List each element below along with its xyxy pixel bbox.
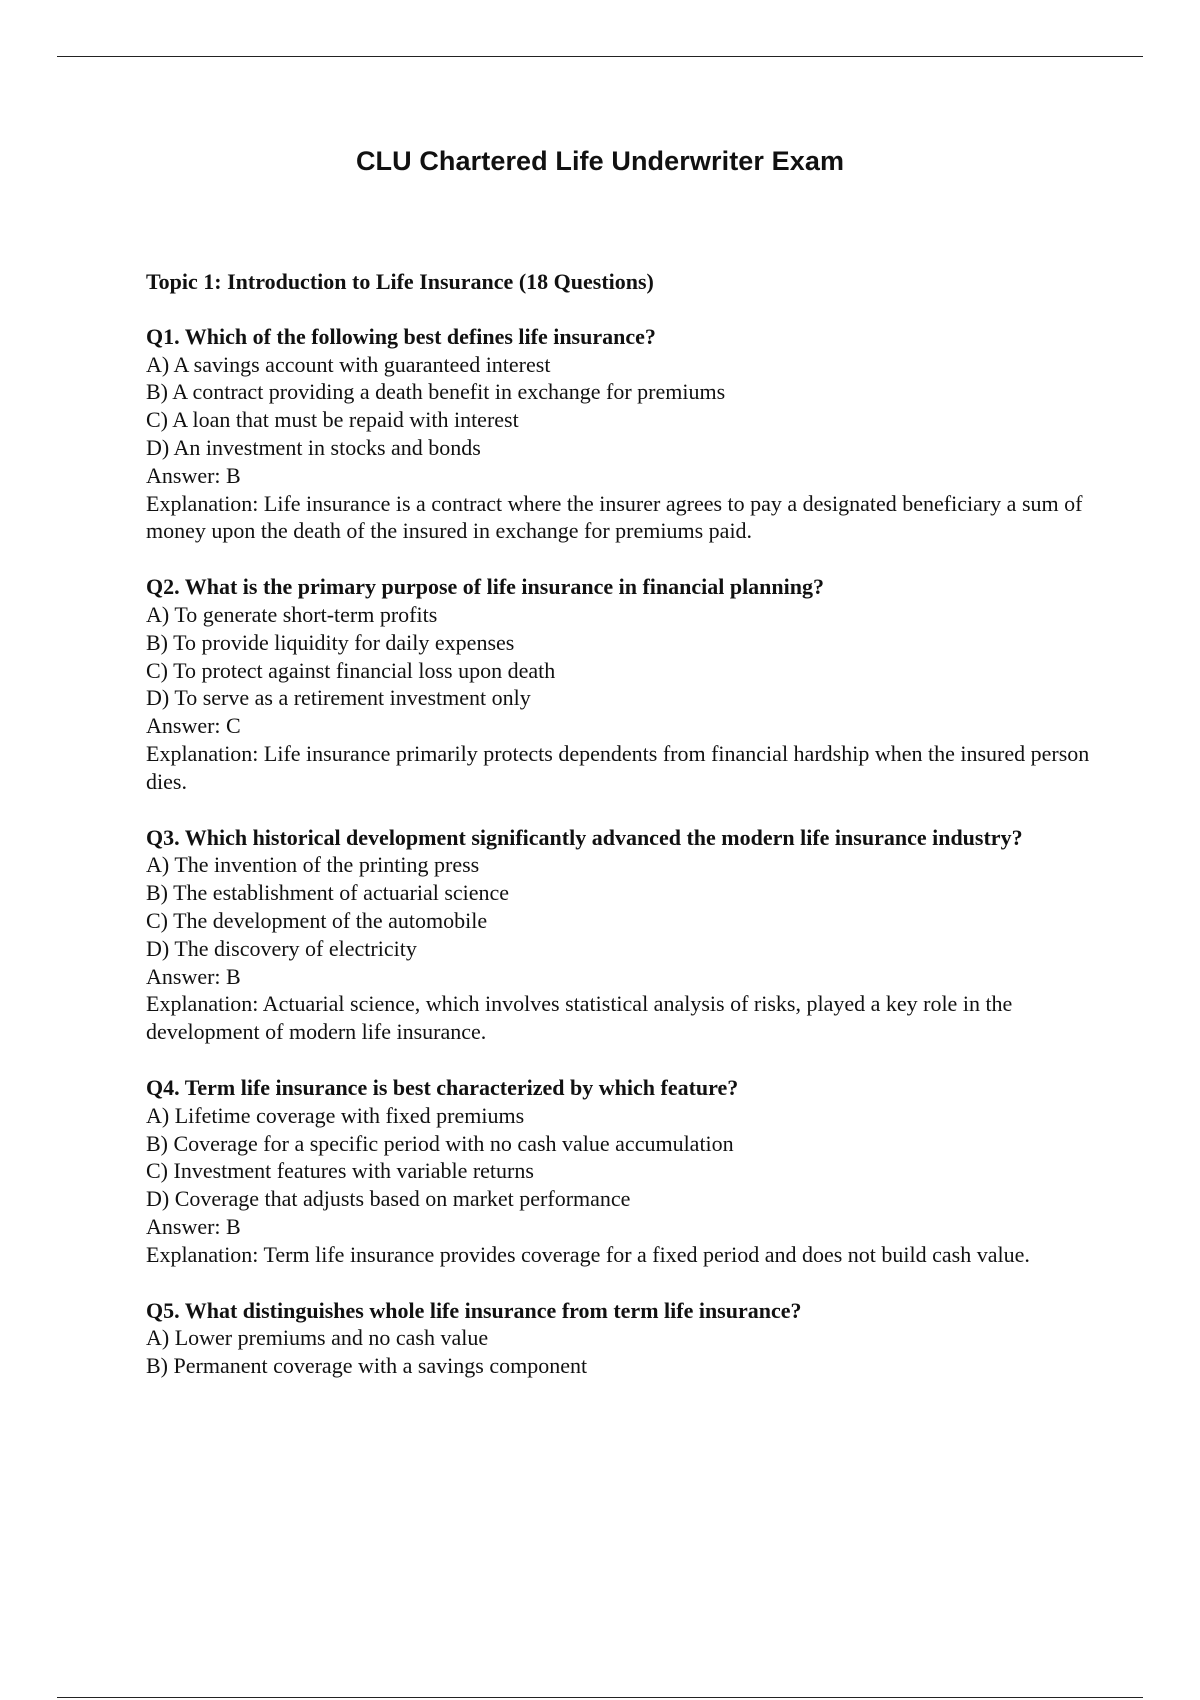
option-b: B) The establishment of actuarial science <box>146 880 510 906</box>
question-text: Q2. What is the primary purpose of life insurance in financial planning? <box>146 574 825 600</box>
question-5 <box>146 1297 1106 1380</box>
option-d: D) To serve as a retirement investment only <box>146 685 531 711</box>
option-b: B) A contract providing a death benefit in exchange for premiums <box>146 379 726 405</box>
question-text: Q3. Which historical development significantly advanced the modern life insurance industry? <box>146 824 1023 850</box>
explanation: Explanation: Life insurance primarily protects dependents from financial hardship when the insured person dies. <box>146 740 1090 794</box>
answer: Answer: B <box>146 963 241 989</box>
bottom-divider <box>57 1697 1143 1698</box>
option-d: D) An investment in stocks and bonds <box>146 434 481 460</box>
topic-heading: Topic 1: Introduction to Life Insurance (18 Questions) <box>146 269 654 294</box>
option-c: C) The development of the automobile <box>146 907 488 933</box>
explanation: Explanation: Term life insurance provides coverage for a fixed period and does not build cash value. <box>146 1241 1030 1267</box>
question-1 <box>146 323 1106 545</box>
explanation: Explanation: Actuarial science, which involves statistical analysis of risks, played a key role in the development of modern life insurance. <box>146 991 1013 1045</box>
question-text: Q1. Which of the following best defines life insurance? <box>146 323 656 349</box>
option-d: D) Coverage that adjusts based on market performance <box>146 1186 631 1212</box>
option-a: A) A savings account with guaranteed interest <box>146 351 551 377</box>
document-title: CLU Chartered Life Underwriter Exam <box>355 146 845 176</box>
option-b: B) To provide liquidity for daily expenses <box>146 629 515 655</box>
option-c: C) Investment features with variable returns <box>146 1158 534 1184</box>
option-d: D) The discovery of electricity <box>146 935 417 961</box>
question-2 <box>146 573 1106 795</box>
option-b: B) Coverage for a specific period with no cash value accumulation <box>146 1130 734 1156</box>
option-b: B) Permanent coverage with a savings component <box>146 1353 588 1379</box>
question-text: Q5. What distinguishes whole life insurance from term life insurance? <box>146 1297 802 1323</box>
question-text: Q4. Term life insurance is best characterized by which feature? <box>146 1074 739 1100</box>
explanation: Explanation: Life insurance is a contract where the insurer agrees to pay a designated beneficiary a sum of money upon the death of the insured in exchange for premiums paid. <box>146 490 1083 544</box>
option-c: C) To protect against financial loss upon death <box>146 657 556 683</box>
option-a: A) The invention of the printing press <box>146 852 480 878</box>
option-c: C) A loan that must be repaid with interest <box>146 407 519 433</box>
answer: Answer: B <box>146 1213 241 1239</box>
question-4 <box>146 1074 1106 1269</box>
document-body <box>146 268 1106 1408</box>
question-3 <box>146 824 1106 1046</box>
answer: Answer: B <box>146 462 241 488</box>
answer: Answer: C <box>146 713 241 739</box>
option-a: A) Lifetime coverage with fixed premiums <box>146 1102 525 1128</box>
top-divider <box>57 56 1143 57</box>
option-a: A) To generate short-term profits <box>146 601 438 627</box>
option-a: A) Lower premiums and no cash value <box>146 1325 489 1351</box>
